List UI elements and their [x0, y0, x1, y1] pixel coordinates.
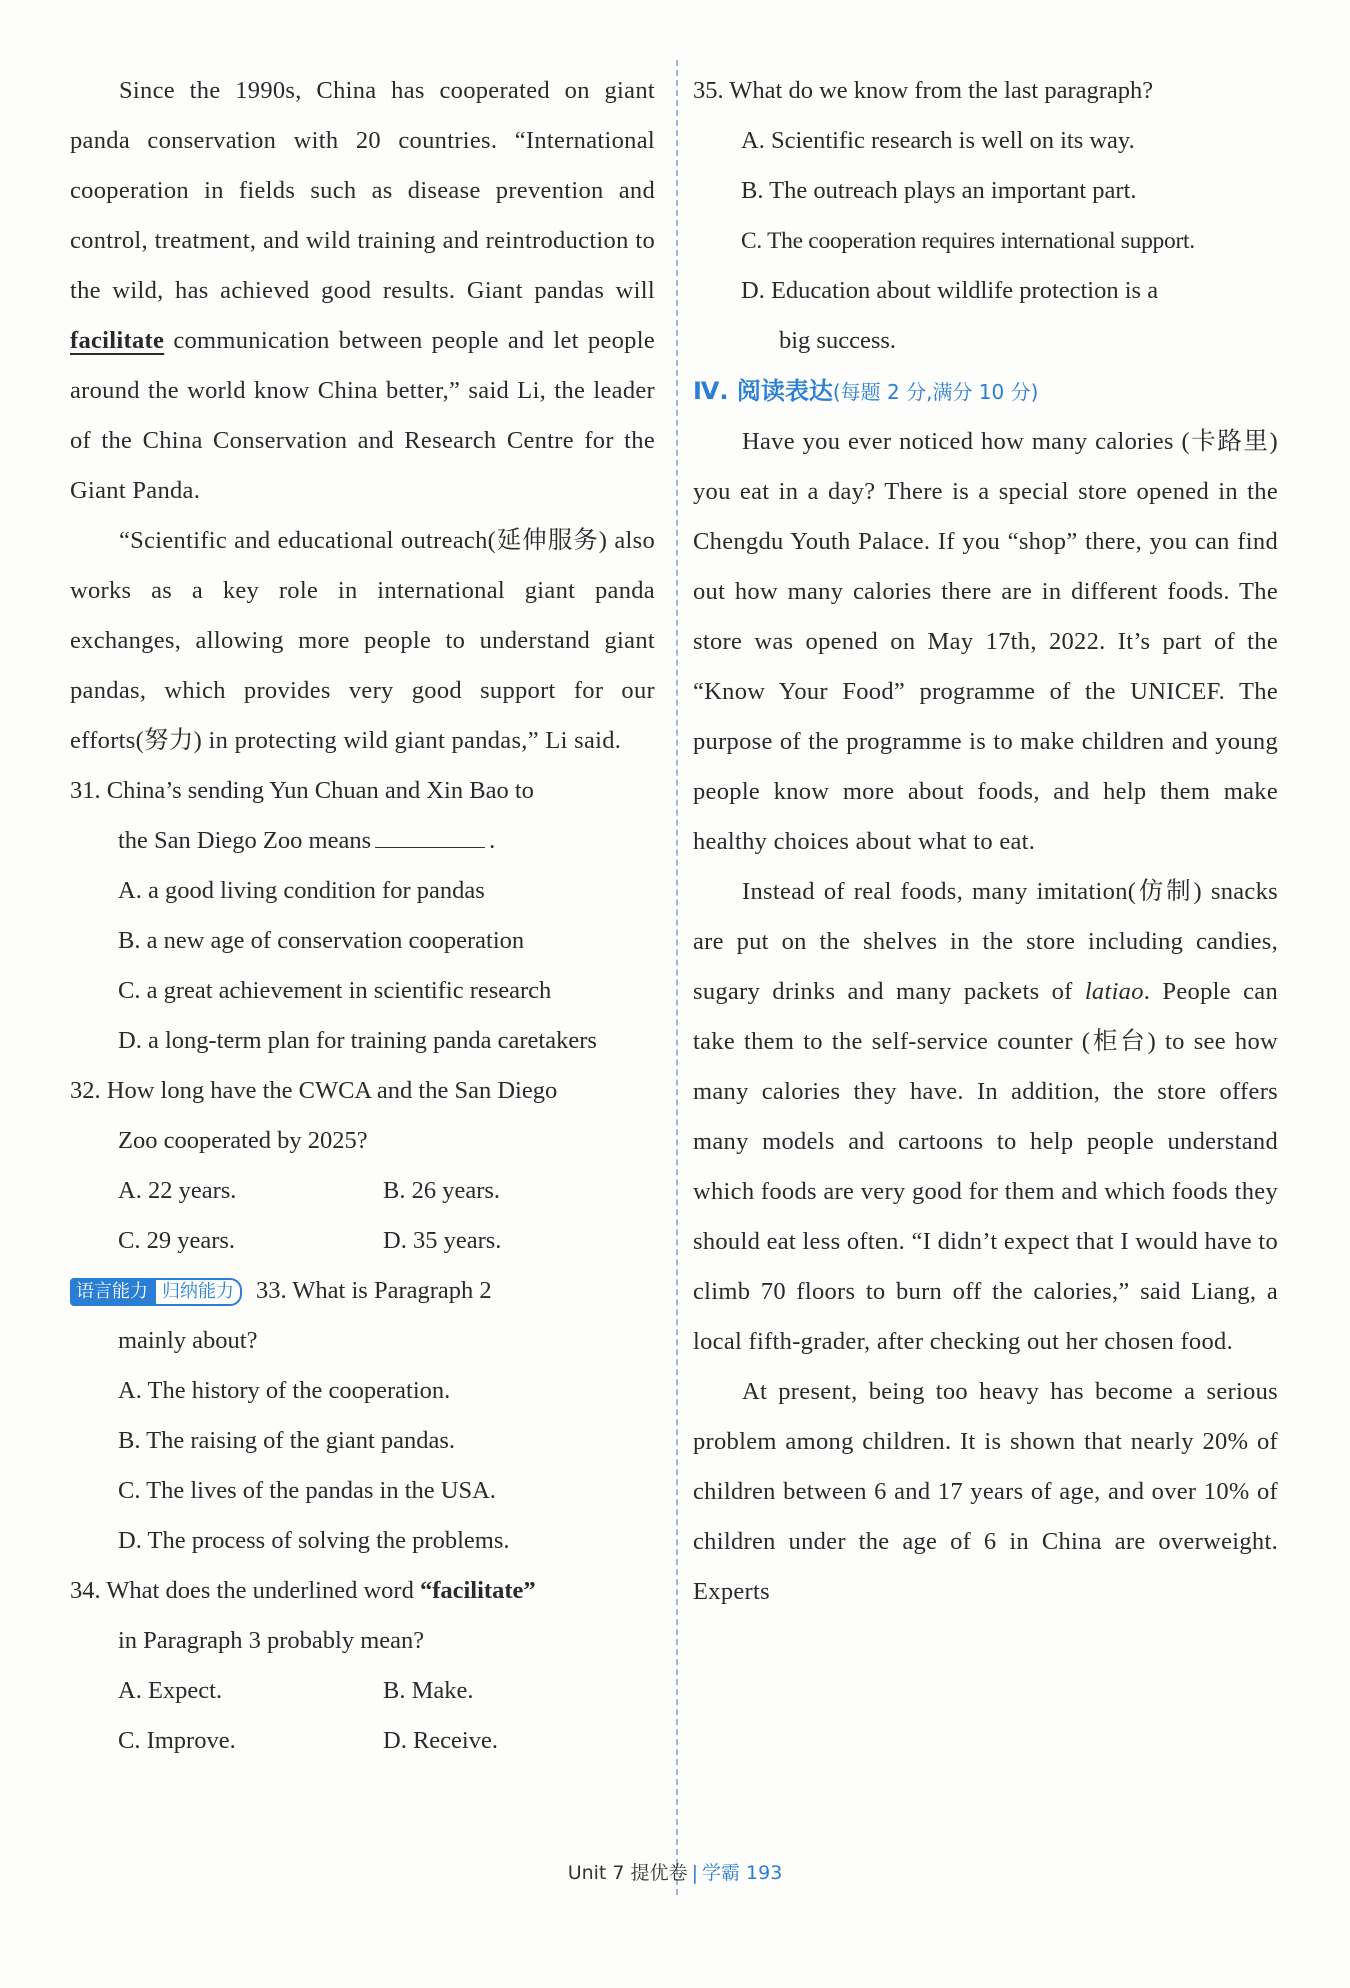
passage-paragraph-1	[70, 66, 655, 516]
option-c[interactable]: C. The cooperation requires international support.	[741, 228, 1195, 254]
question-31	[70, 766, 655, 1066]
skill-tag	[70, 1278, 242, 1306]
option-a[interactable]: A. 22 years.	[118, 1177, 237, 1204]
question-stem-cont: mainly about?	[118, 1327, 258, 1354]
section-score: (每题 2 分,满分 10 分)	[832, 380, 1039, 404]
option-d[interactable]: D. Receive.	[383, 1727, 498, 1754]
question-33	[70, 1266, 655, 1566]
passage-paragraph-2	[693, 867, 1278, 1367]
question-34	[70, 1566, 655, 1766]
italic-word: latiao	[1084, 978, 1144, 1005]
option-row	[70, 1716, 655, 1766]
option-d[interactable]: D. a long-term plan for training panda caretakers	[118, 1027, 597, 1054]
question-stem	[70, 1566, 655, 1616]
option-b[interactable]: B. The raising of the giant pandas.	[118, 1427, 456, 1454]
question-stem: 35. What do we know from the last paragraph?	[693, 77, 1154, 104]
question-text: 33. What is Paragraph 2	[256, 1277, 492, 1304]
option-a[interactable]: A. a good living condition for pandas	[118, 877, 485, 904]
option-d[interactable]: D. 35 years.	[383, 1227, 502, 1254]
option-a[interactable]: A. Scientific research is well on its way.	[741, 127, 1135, 154]
question-stem-cont: Zoo cooperated by 2025?	[118, 1127, 368, 1154]
column-divider	[676, 60, 678, 1895]
option-c[interactable]: C. The lives of the pandas in the USA.	[118, 1477, 496, 1504]
footer-unit: Unit 7 提优卷	[567, 1862, 688, 1884]
answer-blank[interactable]	[375, 820, 485, 848]
option-row	[70, 1166, 655, 1216]
option-c[interactable]: C. a great achievement in scientific research	[118, 977, 552, 1004]
option-d-cont: big success.	[779, 327, 897, 354]
paragraph-text: Instead of real foods, many imitation(仿制) snacks are put on the shelves in the store including candies, sugary drinks and many packets of	[693, 878, 1278, 1005]
question-stem: 31. China’s sending Yun Chuan and Xin Bao to	[70, 777, 534, 804]
question-keyword: “facilitate”	[419, 1577, 536, 1604]
paragraph-text: . People can take them to the self-service counter (柜台) to see how many calories they have. In addition, the store offers many models and cartoons to help people understand which foods are very good for them and which foods they should eat less often. “I didn’t expect that I would have to climb 70 floors to burn off the calories,” said Liang, a local fifth-grader, after checking out her chosen food.	[693, 978, 1278, 1355]
question-stem	[70, 1266, 655, 1316]
option-b[interactable]: B. 26 years.	[383, 1177, 501, 1204]
left-column	[70, 66, 655, 1766]
question-35	[693, 66, 1278, 366]
footer-brand: 学霸	[701, 1862, 740, 1884]
page-footer	[0, 1858, 1350, 1885]
option-b[interactable]: B. a new age of conservation cooperation	[118, 927, 525, 954]
option-b[interactable]: B. The outreach plays an important part.	[741, 177, 1137, 204]
section-heading	[693, 366, 1278, 417]
skill-tag-summary: 归纳能力	[154, 1278, 242, 1306]
question-32	[70, 1066, 655, 1266]
question-text: 34. What does the underlined word	[70, 1577, 420, 1604]
option-a[interactable]: A. Expect.	[118, 1677, 223, 1704]
paragraph-text: Since the 1990s, China has cooperated on giant panda conservation with 20 countries. “International cooperation in fields such as disease prevention and control, treatment, and wild training and reintroduction to the wild, has achieved good results. Giant pandas will	[70, 77, 655, 304]
passage-paragraph-1: Have you ever noticed how many calories (卡路里) you eat in a day? There is a special store opened in the Chengdu Youth Palace. If you “shop” there, you can find out how many calories there are in different foods. The store was opened on May 17th, 2022. It’s part of the “Know Your Food” programme of the UNICEF. The purpose of the programme is to make children and young people know more about foods, and help them make healthy choices about what to eat.	[693, 428, 1278, 855]
option-a[interactable]: A. The history of the cooperation.	[118, 1377, 451, 1404]
option-c[interactable]: C. 29 years.	[118, 1227, 236, 1254]
option-row	[70, 1216, 655, 1266]
option-row	[70, 1666, 655, 1716]
question-stem: 32. How long have the CWCA and the San Diego	[70, 1077, 558, 1104]
footer-separator: |	[691, 1862, 698, 1884]
option-c[interactable]: C. Improve.	[118, 1727, 236, 1754]
paragraph-text: communication between people and let people around the world know China better,” said Li, the leader of the China Conservation and Research Centre for the Giant Panda.	[70, 327, 655, 504]
skill-tag-language: 语言能力	[70, 1278, 154, 1306]
question-stem-cont: the San Diego Zoo means .	[70, 816, 655, 866]
page-number: 193	[746, 1862, 783, 1884]
option-b[interactable]: B. Make.	[383, 1677, 474, 1704]
passage-paragraph-3: At present, being too heavy has become a serious problem among children. It is shown that nearly 20% of children between 6 and 17 years of age, and over 10% of children under the age of 6 in China are overweight. Experts	[693, 1378, 1278, 1605]
right-column	[693, 66, 1278, 1617]
passage-paragraph-2: “Scientific and educational outreach(延伸服务) also works as a key role in international giant panda exchanges, allowing more people to understand giant pandas, which provides very good support for our efforts(努力) in protecting wild giant pandas,” Li said.	[70, 527, 655, 754]
question-stem-cont: in Paragraph 3 probably mean?	[118, 1627, 425, 1654]
option-d[interactable]: D. The process of solving the problems.	[118, 1527, 510, 1554]
question-text: the San Diego Zoo means	[118, 827, 372, 854]
underlined-word: facilitate	[70, 327, 165, 354]
option-d[interactable]: D. Education about wildlife protection is a	[741, 277, 1159, 304]
section-title: Ⅳ. 阅读表达	[693, 377, 833, 405]
